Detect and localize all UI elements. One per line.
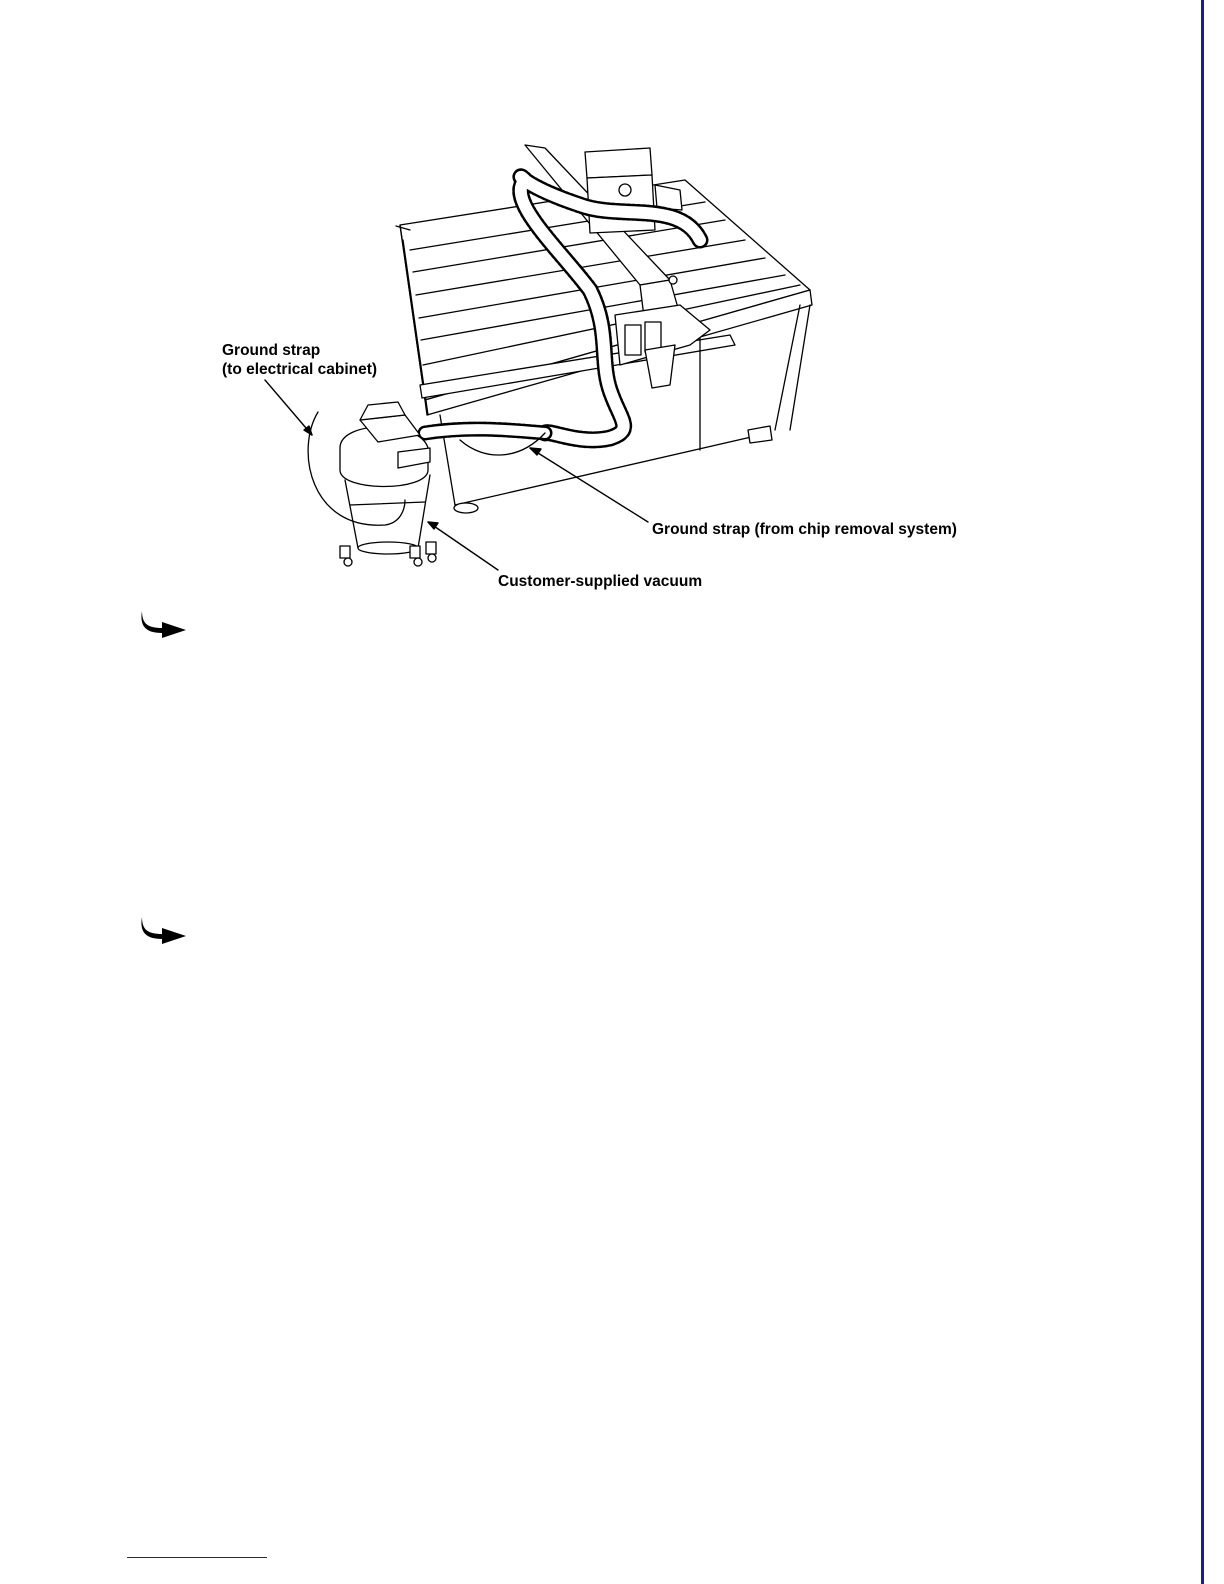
shop-vacuum xyxy=(308,402,436,566)
callout-leaders xyxy=(265,380,648,570)
procedure-step-arrow-icon xyxy=(140,914,188,944)
callout-ground-strap-cabinet xyxy=(222,341,377,379)
callout-ground-strap-chip: Ground strap (from chip removal system) xyxy=(652,521,957,538)
callout-ground-strap-cabinet-line1: Ground strap xyxy=(222,342,321,359)
callout-ground-strap-cabinet-line2: (to electrical cabinet) xyxy=(222,361,378,378)
page-edge-rule xyxy=(1201,0,1204,1584)
callout-vacuum: Customer-supplied vacuum xyxy=(498,573,703,590)
procedure-step-arrow-icon xyxy=(140,608,188,638)
footnote-rule xyxy=(127,1557,267,1558)
